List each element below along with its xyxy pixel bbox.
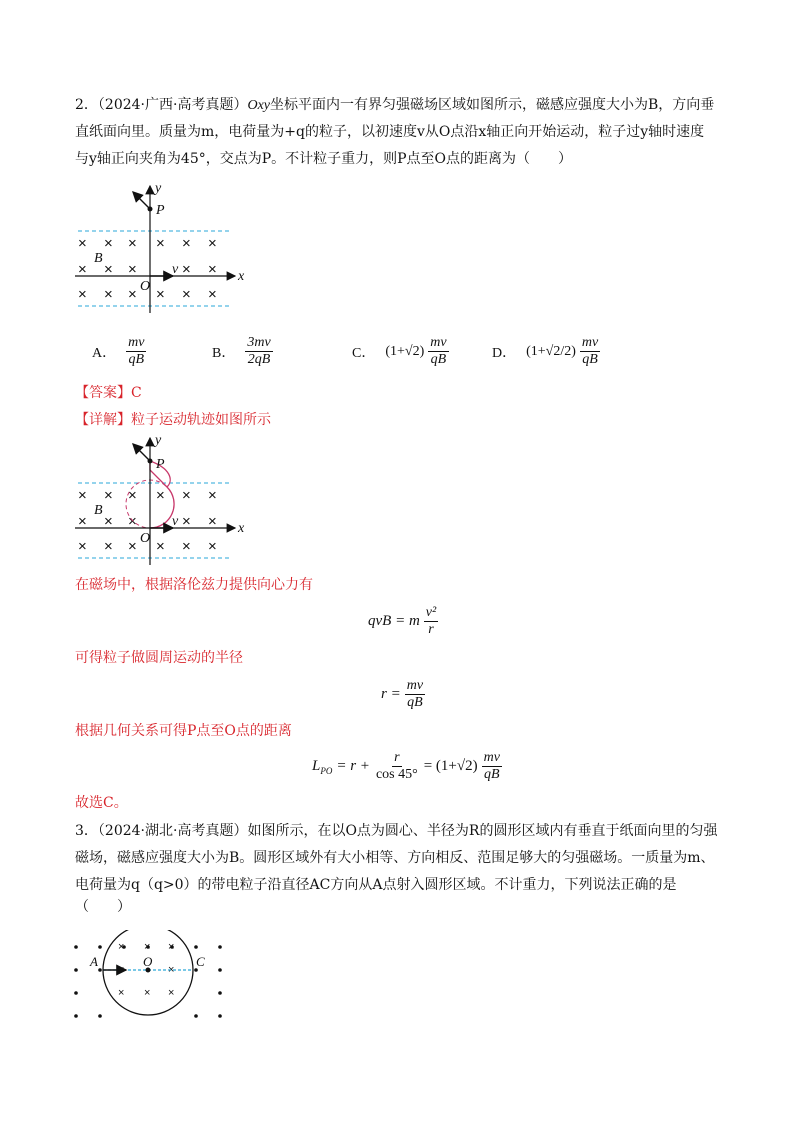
svg-text:×: × <box>208 538 217 555</box>
eq3-mid: = r + <box>336 758 370 774</box>
eq3-den: qB <box>483 767 500 782</box>
svg-text:×: × <box>208 235 217 252</box>
option-b-letter: B． <box>212 345 236 361</box>
eq3-frac2 <box>482 750 502 783</box>
exit-velocity-arrow <box>133 192 150 209</box>
svg-text:×: × <box>118 941 125 953</box>
svg-text:×: × <box>168 987 175 999</box>
exit-velocity-arrow <box>133 444 150 461</box>
svg-text:×: × <box>118 987 125 999</box>
q2-stem-3: 与y轴正向夹角为45°，交点为P。不计粒子重力，则P点至O点的距离为（ ） <box>75 151 573 167</box>
svg-text:×: × <box>144 987 151 999</box>
option-d[interactable] <box>492 335 600 368</box>
q2-number: 2． <box>75 97 98 113</box>
svg-text:×: × <box>104 286 113 303</box>
svg-text:×: × <box>118 964 125 976</box>
label-o: O <box>140 279 151 294</box>
option-d-letter: D． <box>492 345 517 361</box>
label-p: P <box>156 203 165 218</box>
q3-line1 <box>75 818 717 845</box>
svg-text:×: × <box>182 286 191 303</box>
label-b: B <box>94 251 103 266</box>
eq3-l: L <box>312 757 321 774</box>
q2-stem-1: 坐标平面内一有界匀强磁场区域如图所示，磁感应强度大小为B，方向垂 <box>270 97 715 113</box>
svg-text:×: × <box>128 235 137 252</box>
svg-text:×: × <box>104 235 113 252</box>
q2-oxy: Oxy <box>247 98 270 113</box>
svg-text:×: × <box>78 235 87 252</box>
eq2-num: mv <box>406 678 424 693</box>
explain-3: 根据几何关系可得P点至O点的距离 <box>75 723 292 739</box>
svg-text:×: × <box>144 941 151 953</box>
eq1-num: v² <box>425 605 437 620</box>
svg-text:×: × <box>104 261 113 278</box>
q2-figure <box>70 178 260 318</box>
option-a-den: qB <box>128 352 145 367</box>
svg-text:×: × <box>208 487 217 504</box>
svg-text:×: × <box>78 261 87 278</box>
svg-text:×: × <box>208 286 217 303</box>
svg-text:×: × <box>156 538 165 555</box>
option-c-frac <box>428 335 448 368</box>
eq3-sub: PO <box>320 765 333 776</box>
option-c[interactable] <box>352 335 449 368</box>
svg-text:×: × <box>156 235 165 252</box>
label-o: O <box>143 954 153 969</box>
eq3-left <box>312 758 332 776</box>
q3-number: 3． <box>75 823 98 839</box>
option-b-den: 2qB <box>247 352 271 367</box>
option-b-num: 3mv <box>247 335 271 350</box>
svg-text:×: × <box>78 487 87 504</box>
label-y: y <box>155 181 162 196</box>
label-x: x <box>238 269 245 284</box>
option-c-pre: (1+√2) <box>385 343 425 359</box>
label-o: O <box>140 531 151 546</box>
svg-text:×: × <box>168 941 175 953</box>
eq1-den: r <box>428 622 434 637</box>
q3-source: （2024·湖北·高考真题） <box>97 823 248 839</box>
eq1-frac <box>424 605 438 638</box>
label-v: v <box>172 514 179 529</box>
option-d-frac <box>580 335 600 368</box>
svg-text:×: × <box>128 286 137 303</box>
eq3-frac1 <box>374 750 420 783</box>
q2-stem-2: 直纸面向里。质量为m，电荷量为+q的粒子，以初速度v从O点沿x轴正向开始运动，粒子过y轴时速度 <box>75 124 705 140</box>
equation-3 <box>312 750 502 783</box>
svg-text:×: × <box>208 513 217 530</box>
svg-text:×: × <box>182 487 191 504</box>
option-c-den: qB <box>430 352 447 367</box>
q3-stem-1: 如图所示，在以O点为圆心、半径为R的圆形区域内有垂直于纸面向里的匀强 <box>247 823 718 839</box>
svg-text:×: × <box>78 538 87 555</box>
svg-text:×: × <box>128 487 137 504</box>
eq3-num: mv <box>483 750 500 765</box>
label-p: P <box>156 457 165 472</box>
svg-text:×: × <box>156 286 165 303</box>
svg-text:×: × <box>182 538 191 555</box>
label-b: B <box>94 503 103 518</box>
eq2-frac <box>405 678 425 711</box>
eq2-den: qB <box>407 695 423 710</box>
svg-text:×: × <box>128 261 137 278</box>
q2-solution-figure <box>70 430 260 570</box>
q3-stem-4: （ ） <box>75 899 131 915</box>
q3-stem-2: 磁场，磁感应强度大小为B。圆形区域外有大小相等、方向相反、范围足够大的匀强磁场。一质量为m、 <box>75 850 715 866</box>
explain-1: 在磁场中，根据洛伦兹力提供向心力有 <box>75 577 313 593</box>
label-x: x <box>238 521 245 536</box>
answer-line <box>75 380 142 407</box>
eq2-left: r = <box>381 686 401 702</box>
explain-2: 可得粒子做圆周运动的半径 <box>75 650 243 666</box>
svg-text:×: × <box>182 513 191 530</box>
point-p-dot <box>148 207 153 212</box>
svg-text:×: × <box>104 487 113 504</box>
equation-2 <box>381 678 425 711</box>
svg-text:×: × <box>128 538 137 555</box>
svg-text:×: × <box>168 964 175 976</box>
svg-text:×: × <box>78 513 87 530</box>
svg-text:×: × <box>208 261 217 278</box>
answer-value: C <box>131 385 142 401</box>
eq1-left: qvB = m <box>368 613 420 629</box>
option-d-den: qB <box>582 352 598 367</box>
detail-text: 粒子运动轨迹如图所示 <box>131 412 271 428</box>
label-v: v <box>172 262 179 277</box>
option-b-frac <box>245 335 272 368</box>
answer-label: 【答案】 <box>75 385 131 401</box>
option-a-num: mv <box>128 335 145 350</box>
label-a: A <box>90 954 98 969</box>
q3-stem-3: 电荷量为q（q>0）的带电粒子沿直径AC方向从A点射入圆形区域。不计重力，下列说法正确的是 <box>75 877 677 893</box>
option-c-num: mv <box>430 335 447 350</box>
svg-text:×: × <box>104 538 113 555</box>
q3-figure <box>68 930 228 1030</box>
label-c: C <box>196 954 205 969</box>
option-a-letter: A． <box>92 345 117 361</box>
label-y: y <box>155 433 162 448</box>
option-a-frac <box>126 335 146 368</box>
option-d-pre: (1+√2/2) <box>526 343 576 359</box>
point-p-dot <box>148 459 153 464</box>
svg-text:×: × <box>182 235 191 252</box>
eq3-right: = (1+√2) <box>423 758 478 774</box>
svg-text:×: × <box>104 513 113 530</box>
option-d-num: mv <box>581 335 599 350</box>
svg-text:×: × <box>182 261 191 278</box>
eq3-frac-den: cos 45° <box>375 767 418 782</box>
equation-1 <box>368 605 438 638</box>
svg-text:×: × <box>156 487 165 504</box>
q2-source: （2024·广西·高考真题） <box>97 97 248 113</box>
conclusion: 故选C。 <box>75 795 128 811</box>
option-a[interactable] <box>92 335 146 368</box>
svg-text:×: × <box>78 286 87 303</box>
option-b[interactable] <box>212 335 273 368</box>
detail-label: 【详解】 <box>75 412 131 428</box>
svg-text:×: × <box>128 513 137 530</box>
q2-line1 <box>75 92 714 119</box>
eq3-frac-num: r <box>394 750 400 765</box>
option-c-letter: C． <box>352 345 376 361</box>
